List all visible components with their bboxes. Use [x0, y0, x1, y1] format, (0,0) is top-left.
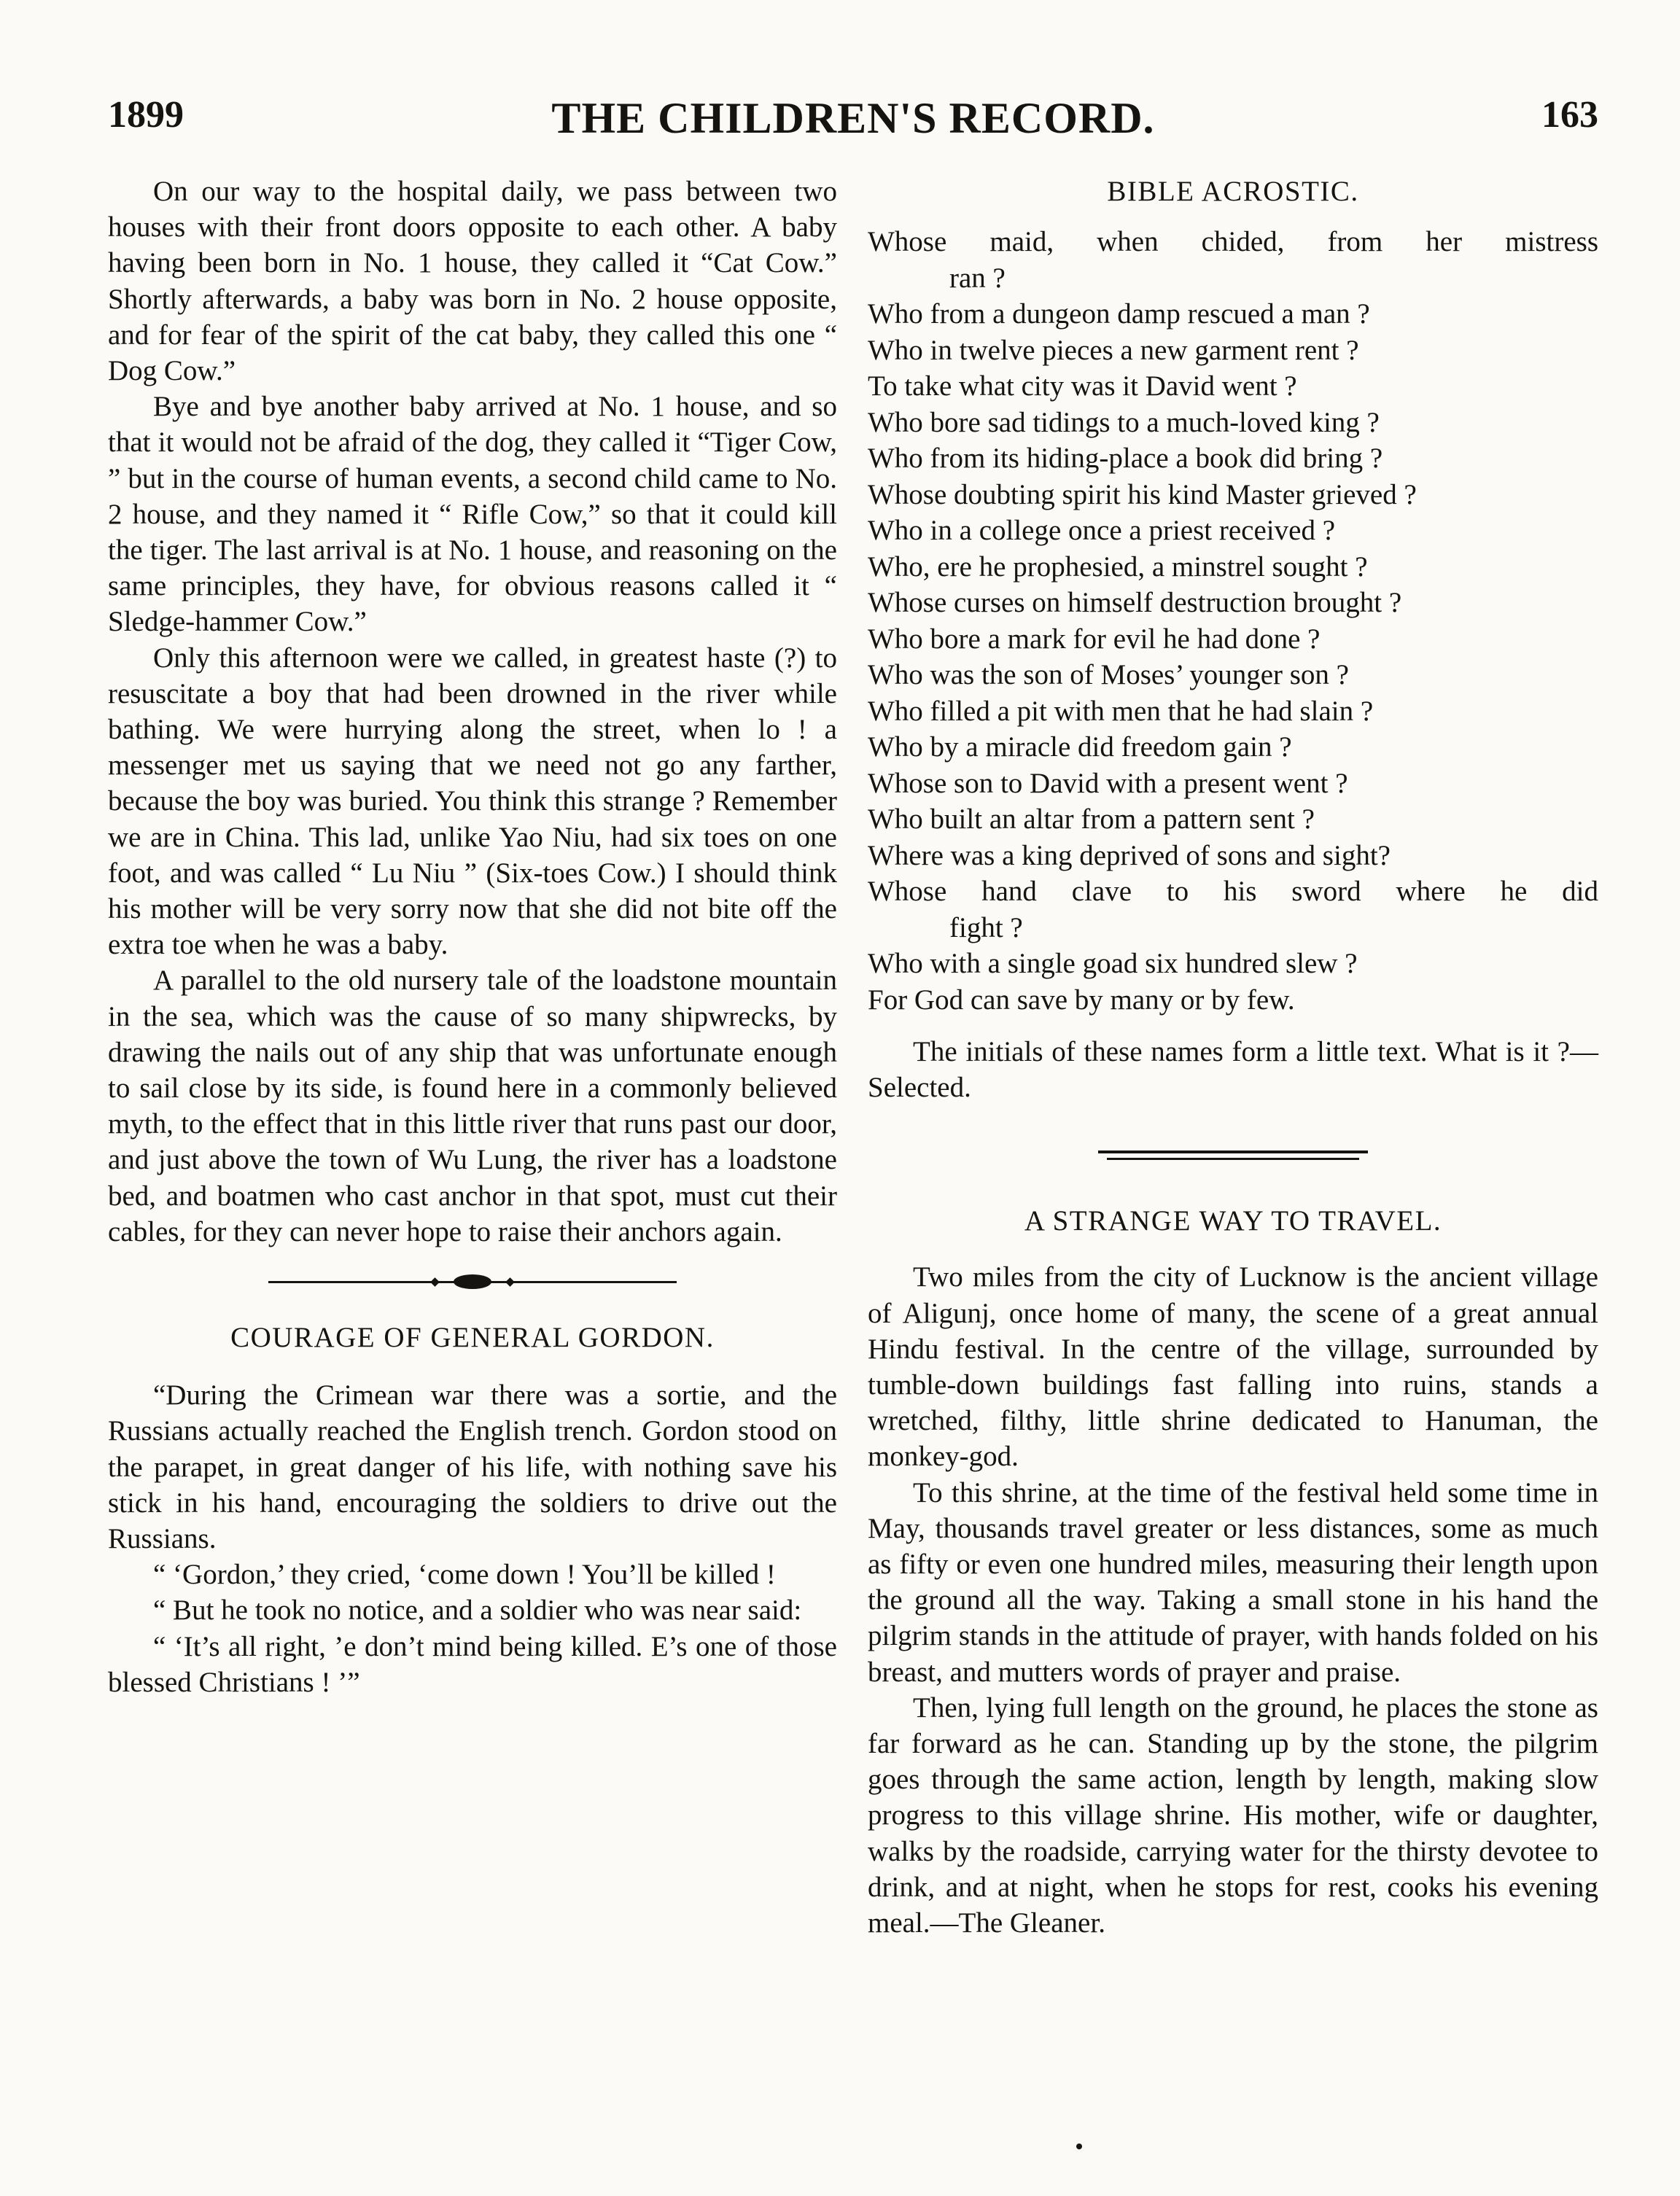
header-year: 1899 [108, 94, 184, 136]
left-column [108, 174, 837, 1700]
acrostic-line: Whose maid, when chided, from her mistress [868, 226, 1598, 257]
acrostic-line: To take what city was it David went ? [868, 370, 1297, 402]
acrostic-note: The initials of these names form a little text. What is it ?—Selected. [868, 1036, 1598, 1104]
section-divider-rule [1098, 1150, 1368, 1162]
acrostic-line: Whose son to David with a present went ? [868, 767, 1348, 799]
acrostic-line: Whose doubting spirit his kind Master grieved ? [868, 478, 1417, 510]
article-paragraph: A parallel to the old nursery tale of the loadstone mountain in the sea, which was the cause of so many shipwrecks, by drawing the nails out of any ship that was unfortunate enough to sail close by its side, is found here in a commonly believed myth, to the effect that in this little river that runs past our door, and just above the town of Wu Lung, the river has a loadstone bed, and boatmen who cast anchor in that spot, must cut their cables, for they can never hope to raise their anchors again. [108, 965, 837, 1247]
gordon-paragraph: “During the Crimean war there was a sortie, and the Russians actually reached the English trench. Gordon stood on the parapet, in great danger of his life, with nothing save his stick in his hand, encouraging the soldiers to drive out the Russians. [108, 1379, 837, 1554]
article-paragraph: Bye and bye another baby arrived at No. 1 house, and so that it would not be afraid of the dog, they called it “Tiger Cow, ” but in the course of human events, a second child came to No. 2 house, and they named it “ Rifle Cow,” so that it could kill the tiger. The last arrival is at No. 1 house, and reasoning on the same principles, they have, for obvious reasons called it “ Sledge-hammer Cow.” [108, 391, 837, 638]
acrostic-line: Who was the son of Moses’ younger son ? [868, 659, 1349, 690]
travel-paragraph: To this shrine, at the time of the festival held some time in May, thousands travel greater or less distances, some as much as fifty or even one hundred miles, measuring their length upon the ground all the way. Taking a small stone in his hand the pilgrim stands in the attitude of prayer, with hands folded on his breast, and mutters words of prayer and praise. [868, 1476, 1598, 1688]
page-number: 163 [1541, 94, 1598, 136]
acrostic-line: Who from its hiding-place a book did bring ? [868, 443, 1383, 474]
acrostic-line: Who filled a pit with men that he had slain ? [868, 695, 1374, 727]
acrostic-line: Who with a single goad six hundred slew ? [868, 948, 1358, 979]
acrostic-line: Whose curses on himself destruction brought ? [868, 587, 1402, 618]
gordon-paragraph: “ ‘It’s all right, ’e don’t mind being killed. E’s one of those blessed Christians ! ’” [108, 1630, 837, 1698]
printer-mark [1076, 2144, 1082, 2149]
acrostic-line-continuation: ran ? [949, 262, 1006, 294]
acrostic-line: Who in a college once a priest received ? [868, 515, 1336, 546]
article-paragraph: Only this afternoon were we called, in greatest haste (?) to resuscitate a boy that had been drowned in the river while bathing. We were hurrying along the street, when lo ! a messenger met us saying that we need not go any farther, because the boy was buried. You think this strange ? Remember we are in China. This lad, unlike Yao Niu, had six toes on one foot, and was called “ Lu Niu ” (Six-toes Cow.) I should think his mother will be very sorry now that she did not bite off the extra toe when he was a baby. [108, 642, 837, 961]
acrostic-line: Who, ere he prophesied, a minstrel sought ? [868, 550, 1368, 583]
acrostic-line: For God can save by many or by few. [868, 984, 1295, 1016]
article-paragraph: On our way to the hospital daily, we pass between two houses with their front doors opposite to each other. A baby having been born in No. 1 house, they called it “Cat Cow.” Shortly afterwards, a baby was born in No. 2 house opposite, and for fear of the spirit of the cat baby, they called this one “ Dog Cow.” [108, 176, 837, 387]
acrostic-line: Whose hand clave to his sword where he did [868, 876, 1598, 907]
right-column [868, 174, 1598, 1941]
gordon-paragraph: “ But he took no notice, and a soldier who was near said: [153, 1595, 802, 1627]
acrostic-line: Who by a miracle did freedom gain ? [868, 731, 1292, 763]
acrostic-line-continuation: fight ? [949, 911, 1023, 943]
acrostic-line: Where was a king deprived of sons and sight? [868, 839, 1391, 871]
acrostic-heading: BIBLE ACROSTIC. [1107, 176, 1359, 207]
section-divider-ornament [268, 1274, 677, 1289]
acrostic-line: Who built an altar from a pattern sent ? [868, 803, 1315, 835]
travel-heading: A STRANGE WAY TO TRAVEL. [1024, 1205, 1442, 1237]
acrostic-poem [868, 224, 1598, 1018]
acrostic-line: Who bore a mark for evil he had done ? [868, 623, 1321, 655]
acrostic-line: Who bore sad tidings to a much-loved king ? [868, 406, 1380, 438]
acrostic-line: Who from a dungeon damp rescued a man ? [868, 298, 1370, 330]
travel-paragraph: Then, lying full length on the ground, he places the stone as far forward as he can. Standing up by the stone, the pilgrim goes through the same action, length by length, making slow progress to this village shrine. His mother, wife or daughter, walks by the roadside, carrying water for the thirsty devotee to drink, and at night, when he stops for rest, cooks his evening meal.—The Gleaner. [868, 1691, 1598, 1939]
travel-paragraph: Two miles from the city of Lucknow is the ancient village of Aligunj, once home of many, the scene of a great annual Hindu festival. In the centre of the village, surrounded by tumble-down buildings fast falling into ruins, stands a wretched, filthy, little shrine dedicated to Hanuman, the monkey-god. [868, 1261, 1598, 1473]
header-title: THE CHILDREN'S RECORD. [551, 94, 1155, 142]
gordon-paragraph: “ ‘Gordon,’ they cried, ‘come down ! You’ll be killed ! [153, 1559, 776, 1591]
acrostic-line: Who in twelve pieces a new garment rent ? [868, 334, 1359, 366]
running-header [108, 93, 1598, 152]
gordon-heading: COURAGE OF GENERAL GORDON. [230, 1322, 715, 1354]
